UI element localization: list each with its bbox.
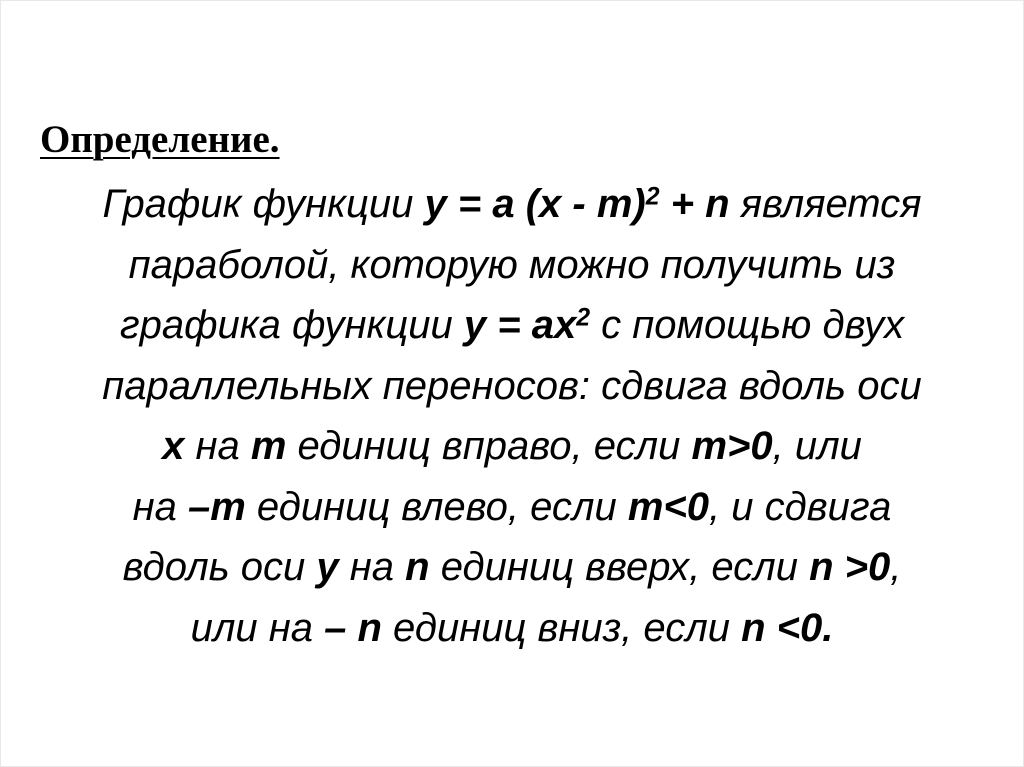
text-fragment: или на <box>190 605 325 650</box>
text-fragment: вдоль оси <box>122 545 317 589</box>
text-fragment: параболой, которую можно получить из <box>128 242 896 287</box>
definition-heading: Определение. <box>40 118 280 161</box>
condition: n <0. <box>741 605 834 650</box>
definition-text <box>28 174 996 658</box>
text-fragment: с помощью двух <box>590 303 905 347</box>
condition: m>0 <box>691 424 773 468</box>
exponent: 2 <box>576 304 591 332</box>
condition: n >0 <box>809 545 891 589</box>
text-line-5 <box>28 416 996 477</box>
text-line-8 <box>28 598 996 659</box>
text-line-1 <box>28 174 996 235</box>
text-fragment: единиц вправо, если <box>286 424 692 468</box>
text-line-2 <box>28 235 996 296</box>
variable: y <box>316 545 339 589</box>
text-fragment: на <box>338 545 406 589</box>
text-fragment: является <box>729 182 922 226</box>
text-fragment: единиц вверх, если <box>429 545 810 589</box>
variable: n <box>405 545 430 589</box>
variable: x <box>162 424 185 468</box>
text-fragment: на <box>184 424 251 468</box>
variable: –m <box>187 484 246 529</box>
text-fragment: единиц вниз, если <box>381 605 742 650</box>
text-fragment: , <box>890 545 902 589</box>
text-fragment: График функции <box>102 182 425 226</box>
text-fragment: на <box>132 484 188 529</box>
text-line-7 <box>28 537 996 598</box>
text-fragment: графика функции <box>119 303 464 347</box>
text-fragment: , или <box>772 424 862 468</box>
formula-fragment: y = a (x - m) <box>424 182 646 226</box>
text-fragment: единиц влево, если <box>245 484 628 529</box>
variable: m <box>250 424 287 468</box>
text-line-3 <box>28 295 996 356</box>
formula-fragment: + n <box>659 182 730 226</box>
text-fragment: параллельных переносов: сдвига вдоль оси <box>102 363 922 408</box>
text-line-6 <box>28 477 996 538</box>
exponent: 2 <box>645 183 660 211</box>
formula-fragment: y = ax <box>463 303 577 347</box>
variable: – n <box>324 605 382 650</box>
text-fragment: , и сдвига <box>709 484 892 529</box>
condition: m<0 <box>627 484 710 529</box>
text-line-4 <box>28 356 996 417</box>
